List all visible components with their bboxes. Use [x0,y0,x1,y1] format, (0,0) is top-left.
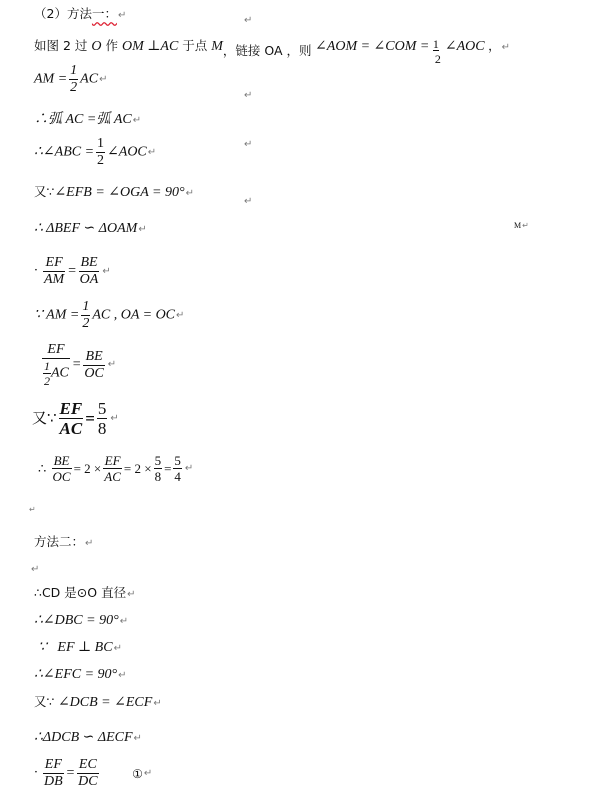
method2-line-3 [38,641,122,655]
frac-den: OA [79,272,99,287]
stray-return-mark [244,140,252,150]
return-mark: ↵ [107,359,117,370]
method1-line-7 [34,256,111,287]
lhs: ∴∠ABC = [34,144,95,160]
compound-denominator [42,359,70,387]
heading-text: 方法二： [34,534,85,549]
text: ，链接 OA ，则 [222,43,312,58]
frac-num: BE [80,255,98,270]
equals: = [71,357,82,372]
frac-num: EF [42,343,70,359]
frac-den: AC [59,419,83,438]
method2-line-1 [34,587,135,600]
angle-statement: ∴∠EFC = 90° [34,667,118,682]
frac-den: AC [104,469,121,484]
return-mark: ↵ [102,265,111,277]
frac-den: 2 [44,374,50,388]
return-mark: ↵ [143,767,153,779]
therefore-symbol: ∴ [38,461,47,476]
frac-num: EF [44,757,62,772]
return-mark: ↵ [153,698,162,709]
method2-line-2 [34,614,128,628]
text: 又∵ [32,409,57,427]
var-o: O [91,39,102,54]
return-mark: ↵ [176,309,185,321]
method2-line-5 [34,696,162,710]
return-mark: ↵ [117,10,127,21]
fraction [81,300,90,331]
frac-num: 1 [82,299,90,314]
fraction [52,454,72,483]
return-mark: ↵ [110,412,119,424]
return-mark: ↵ [31,564,40,575]
return-mark: ↵ [244,139,253,150]
fraction [173,454,182,483]
frac-num: BE [52,454,72,469]
return-mark: ↵ [127,589,136,600]
text: 如图 2 过 [34,38,92,53]
arc-statement: ∴弧 AC =弧 AC [34,112,132,127]
blank-paragraph [31,565,39,575]
similarity-statement: ∴ ΔBEF ∽ ΔOAM [34,221,138,236]
frac-num: 5 [154,453,162,468]
return-mark: ↵ [244,196,253,207]
return-mark: ↵ [119,616,129,627]
fraction [77,758,98,789]
equals: = [85,409,95,428]
frac-den: AM [44,272,65,287]
frac-den: 2 [82,316,90,331]
return-mark: ↵ [133,733,142,744]
lhs: AM = [34,71,68,87]
stray-m: M [514,221,522,230]
method1-line-11 [38,454,193,483]
rhs: ∠AOC [107,144,147,160]
frac-den: DC [78,774,98,789]
fraction [42,343,70,387]
dot: · [34,263,38,279]
method1-line-5 [34,186,194,200]
fraction [43,758,64,789]
return-mark: ↵ [29,505,36,514]
frac-num: 1 [70,63,78,78]
return-mark: ↵ [522,221,529,230]
stray-return-mark [244,91,252,101]
angle-equation: ∠EFB = ∠OGA = 90° [54,185,185,200]
perp-statement: ∵ EF ⊥ BC [38,640,113,655]
stray-return-mark [244,16,252,26]
dot: · [34,765,38,781]
frac-num: 5 [174,453,181,468]
return-mark: ↵ [99,73,108,85]
var-ac: AC [160,39,179,54]
times: = 2 × [123,461,152,476]
method1-line-2 [34,64,107,95]
fraction [103,454,122,483]
times: = 2 × [73,461,102,476]
equals: = [67,263,77,279]
fraction [83,350,104,381]
var-m: M [211,39,223,54]
text: 于点 [178,38,212,53]
frac-num: 5 [97,399,107,418]
frac-num: EF [59,399,83,418]
var-om: OM [121,39,144,54]
frac-den: OC [84,365,104,381]
frac-den: OC [52,469,71,484]
heading-suffix: 一： [91,6,117,21]
return-mark: ↵ [147,146,157,158]
angle-equation: ∠AOM = ∠COM = [315,39,430,54]
frac-num: EF [43,256,65,272]
lhs: ∵ AM = [34,307,80,323]
frac-num: EC [78,757,97,772]
method2-line-7 [34,758,152,789]
text: 又∵ [34,184,55,199]
equals: = [65,765,76,781]
frac-den: 8 [97,419,107,438]
frac-num: 1 [97,136,105,151]
return-mark: ↵ [185,188,194,199]
frac-den: 2 [70,80,78,95]
text: 作 [101,38,122,53]
return-mark: ↵ [132,115,142,126]
frac-num: EF [104,453,121,468]
method1-line-9 [40,343,116,387]
method2-line-6 [34,731,142,745]
fraction [96,137,105,168]
fraction [43,256,65,287]
frac-den: DB [44,774,63,789]
frac-den: 2 [97,153,105,168]
fraction [59,400,84,437]
return-mark: ↵ [85,538,94,549]
return-mark: ↵ [138,224,147,235]
rhs: AC , OA = OC [92,307,176,323]
method1-line-6 [34,222,147,236]
return-mark: ↵ [118,670,127,681]
method1-line-8 [34,300,184,331]
equation-tag: ① [132,766,143,781]
blank-paragraph [29,506,36,514]
return-mark: ↵ [244,90,253,101]
return-mark: ↵ [501,42,510,53]
var-ac: AC [51,365,69,381]
heading-prefix: （2）方法 [34,6,92,21]
frac-num: 1 [432,37,439,51]
method1-line-3 [34,113,141,127]
method1-line-4 [34,137,156,168]
return-mark: ↵ [113,643,122,654]
angle-aoc: ∠AOC [444,39,485,54]
fraction [69,64,78,95]
return-mark: ↵ [244,15,253,26]
frac-den: 2 [434,52,441,66]
text: 又∵ [34,694,55,709]
method1-line-10 [32,400,119,437]
equals: = [164,461,172,476]
frac-den: 8 [154,469,162,484]
perp-symbol: ⊥ [143,39,161,54]
method1-line-1 [34,37,510,66]
angle-equation: ∠DCB = ∠ECF [57,695,153,710]
similarity-statement: ∴ΔDCB ∽ ΔECF [34,730,133,745]
return-mark: ↵ [184,462,194,474]
rhs: AC [80,71,99,87]
fraction [79,256,100,287]
method2-line-4 [34,668,127,682]
frac-num: BE [83,350,104,366]
fraction [97,400,108,437]
angle-statement: ∴∠DBC = 90° [34,613,119,628]
frac-den: 4 [174,469,181,484]
frac-num: 1 [44,359,50,373]
method1-heading [34,8,126,21]
stray-return-mark [244,197,252,207]
stray-label [514,222,529,230]
method2-heading [34,536,93,549]
diameter-statement: ∴CD 是⊙O 直径 [34,585,127,600]
text: ， [488,38,501,53]
fraction [154,454,163,483]
